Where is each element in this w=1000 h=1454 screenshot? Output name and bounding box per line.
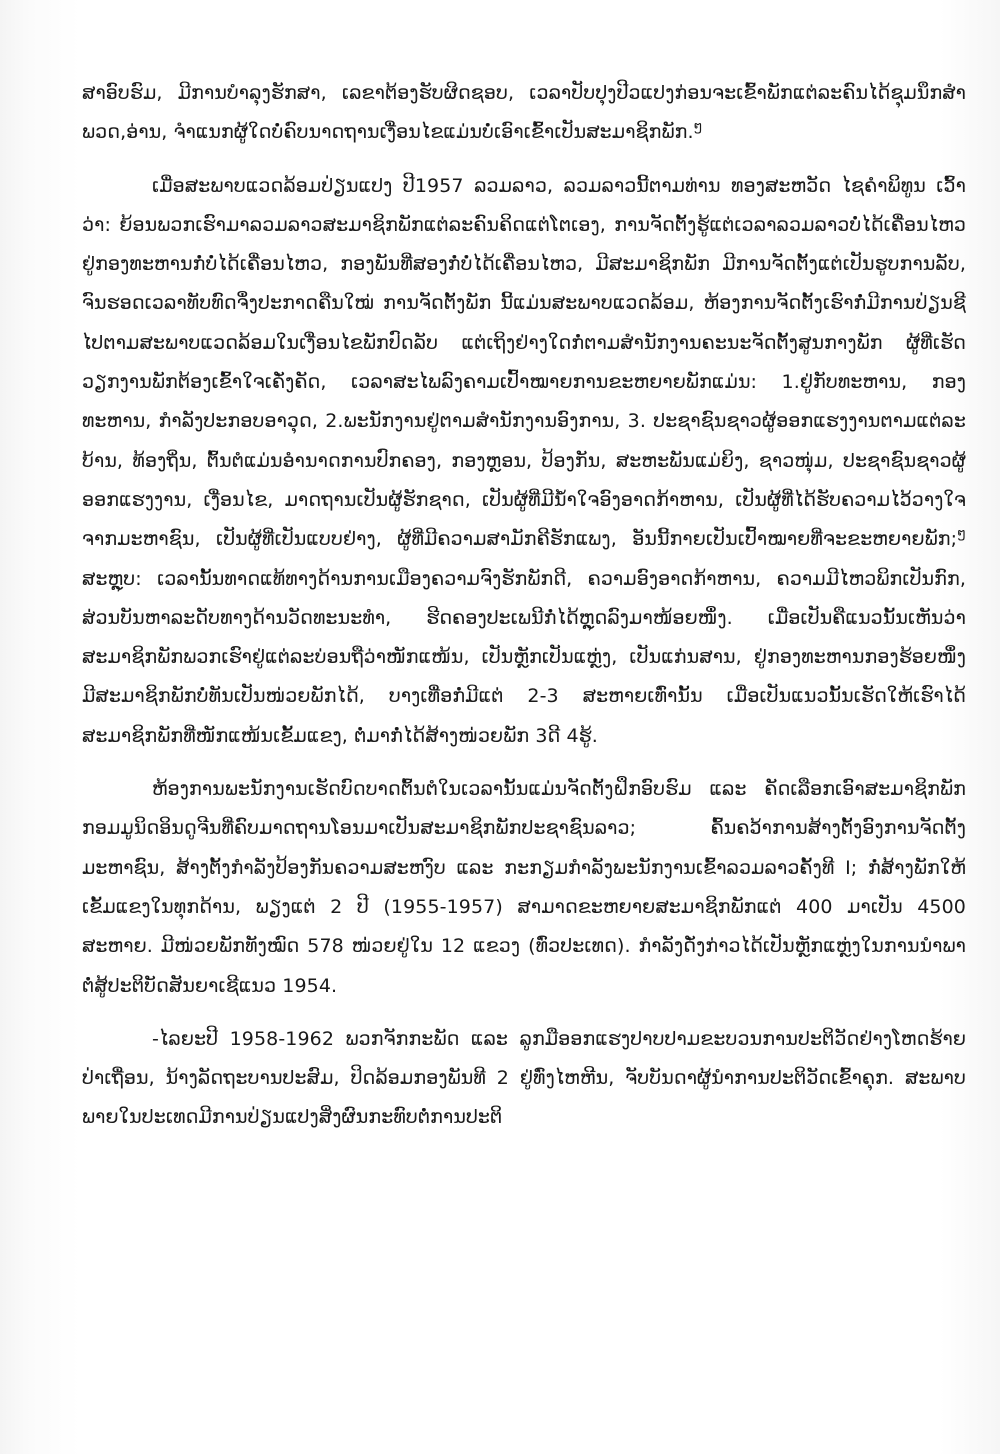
paragraph-3 <box>82 770 966 1006</box>
paragraph-1-text: ສາອົບຮົມ, ມີການບຳລຸງຮັກສາ, ເລຂາຕ້ອງຮັບຜິດຊອບ, ເວລາປັບປຸງປີວແປງກ່ອນຈະເຂົ້າພັກແຕ່ລະຄົນໄດ້ຊຸມນຶກສຳພວດ,ອ່ານ, ຈຳແນກຜູ້ໃດບໍ່ຄົບນາດຖານເງື່ອນໄຂແມ່ນບໍ່ເອົາເຂົ້າເປັນສະມາຊິກພັກ. <box>82 82 966 144</box>
paragraph-2-text-after: ສະຫຼຸບ: ເວລານັ້ນທາດແທ້ທາງດ້ານການເມືອງຄວາມຈົງຮັກພັກດີ, ຄວາມອົງອາດກ້າຫານ, ຄວາມມີໄຫວພິກເປັນກົກ, ສ່ວນບັນຫາລະດັບທາງດ້ານວັດທະນະທຳ, ຮີດຄອງປະເພນີກໍ່ໄດ້ຫຼຸດລົງມາໜ້ອຍໜຶ່ງ. ເມື່ອເປັນຄືແນວນັ້ນເຫັນວ່າສະມາຊິກພັກພວກເຮົາຢູ່ແຕ່ລະບ່ອນຖືວ່າໜັກແໜ້ນ, ເປັນຫຼັກເປັນແຫຼ່ງ, ເປັນແກ່ນສານ, ຢູ່ກອງທະຫານກອງຮ້ອຍໜຶ່ງ ມີສະມາຊິກພັກບໍ່ທັນເປັນໜ່ວຍພັກໄດ້, ບາງເທື່ອກໍ່ມີແຕ່ 2-3 ສະຫາຍເທົ່ານັ້ນ ເມື່ອເປັນແນວນັ້ນເຮັດໃຫ້ເຮົາໄດ້ສະມາຊິກພັກທີ່ໜັກແໜ້ນເຂັ້ມແຂງ, ຕໍ່ມາກໍ່ໄດ້ສ້າງໜ່ວຍພັກ 3ດີ 4ຮູ້. <box>82 567 966 747</box>
paragraph-4-text: -ໄລຍະປີ 1958-1962 ພວກຈັກກະພັດ ແລະ ລູກມືອອກແຮງປາບປາມຂະບວນການປະຕິວັດຢ່າງໂຫດຮ້າຍປ່າເຖື່ອນ, ນ້າງລັດຖະບານປະສົມ, ປິດລ້ອມກອງພັນທີ 2 ຢູ່ທົ່ງໄຫຫີນ, ຈັບບັນດາຜູ້ນຳການປະຕິວັດເຂົ້າຄຸກ. ສະພາບພາຍໃນປະເທດມີການປ່ຽນແປງສິ່ງຜົນກະທົບຕໍ່ການປະຕິ <box>82 1027 966 1129</box>
paragraph-2-text: ເມື່ອສະພາບແວດລ້ອມປ່ຽນແປງ ປີ1957 ລວມລາວ, ລວມລາວນີ້ຕາມທ່ານ ທອງສະຫວັດ ໄຊຄຳພິທູນ ເວົ້າວ່າ: ຍ້ອນພວກເຮົາມາລວມລາວສະມາຊິກພັກແຕ່ລະຄົນຄິດແຕ່ໂຕເອງ, ການຈັດຕັ້ງຮູ້ແຕ່ເວລາລວມລາວບໍ່ໄດ້ເຄື່ອນໄຫວ ຢູ່ກອງທະຫານກໍ່ບໍ່ໄດ້ເຄື່ອນໄຫວ, ກອງພັນທີ່ສອງກໍ່ບໍ່ໄດ້ເຄື່ອນໄຫວ, ມີສະມາຊິກພັກ ມີການຈັດຕັ້ງແຕ່ເປັນຮູບການລັບ, ຈົນຮອດເວລາທັບທົດຈຶ່ງປະກາດຄືນໃໝ່ ການຈັດຕັ້ງພັກ ນີ້ແມ່ນສະພາບແວດລ້ອມ, ຫ້ອງການຈັດຕັ້ງເຮົາກໍ່ມີການປ່ຽນຊີໄປຕາມສະພາບແວດລ້ອມໃນເງື່ອນໄຂພັກປົດລັບ ແຕ່ເຖິງຢ່າງໃດກໍ່ຕາມສຳນັກງານຄະນະຈັດຕັ້ງສູນກາງພັກ ຜູ້ທີ່ເຮັດວຽກງານພັກຕ້ອງເຂົ້າໃຈເຄັ່ງຄັດ, ເວລາສະໄພລົງຄາມເປົ້າໝາຍການຂະຫຍາຍພັກແມ່ນ: 1.ຢູ່ກັບທະຫານ, ກອງທະຫານ, ກຳລັງປະກອບອາວຸດ, 2.ພະນັກງານຢູ່ຕາມສຳນັກງານອົງການ, 3. ປະຊາຊົນຊາວຜູ້ອອກແຮງງານຕາມແຕ່ລະບ້ານ, ທ້ອງຖິ່ນ, ຕົ້ນຕໍແມ່ນອຳນາດການປົກຄອງ, ກອງຫຼອນ, ປ້ອງກັນ, ສະຫະພັນແມ່ຍິງ, ຊາວໜຸ່ມ, ປະຊາຊົນຊາວຜູ້ອອກແຮງງານ, ເງື່ອນໄຂ, ມາດຖານເປັນຜູ້ຮັກຊາດ, ເປັນຜູ້ທີ່ມີນ້ຳໃຈອົງອາດກ້າຫານ, ເປັນຜູ້ທີ່ໄດ້ຮັບຄວາມໄວ້ວາງໃຈຈາກມະຫາຊົນ, ເປັນຜູ້ທີ່ເປັນແບບຢ່າງ, ຜູ້ທີ່ມີຄວາມສາມັກຄີຮັກແພງ, ອັນນີ້ກາຍເປັນເປົ້າໝາຍທີ່ຈະຂະຫຍາຍພັກ; <box>82 174 966 551</box>
paragraph-4 <box>82 1020 966 1138</box>
paragraph-1 <box>82 74 966 153</box>
paragraph-3-text: ຫ້ອງການພະນັກງານເຮັດບົດບາດຕົ້ນຕໍໃນເວລານັ້ນແມ່ນຈັດຕັ້ງຝຶກອົບຮົມ ແລະ ຄັດເລືອກເອົາສະມາຊິກພັກກອມມູນິດອິນດູຈີນທີ່ຄົບມາດຖານໂອນມາເປັນສະມາຊິກພັກປະຊາຊົນລາວ; ຄົ້ນຄວ້າການສ້າງຕັ້ງອົງການຈັດຕັ້ງມະຫາຊົນ, ສ້າງຕັ້ງກຳລັງປ້ອງກັນຄວາມສະຫງົບ ແລະ ກະກຽມກຳລັງພະນັກງານເຂົ້າລວມລາວຄັ້ງທີ I; ກໍ່ສ້າງພັກໃຫ້ເຂັ້ມແຂງໃນທຸກດ້ານ, ພຽງແຕ່ 2 ປີ (1955-1957) ສາມາດຂະຫຍາຍສະມາຊິກພັກແຕ່ 400 ມາເປັນ 4500 ສະຫາຍ. ມີໜ່ວຍພັກທັງໝົດ 578 ໜ່ວຍຢູ່ໃນ 12 ແຂວງ (ທົ່ວປະເທດ). ກຳລັງດັ່ງກ່າວໄດ້ເປັນຫຼັກແຫຼ່ງໃນການນຳພາຕໍ່ສູ້ປະຕິບັດສັນຍາເຊີແນວ 1954. <box>82 778 966 997</box>
paragraph-2 <box>82 167 966 756</box>
note-mark: ໆ <box>693 119 703 135</box>
note-mark: ໆ <box>957 526 966 542</box>
document-body <box>82 74 966 1138</box>
